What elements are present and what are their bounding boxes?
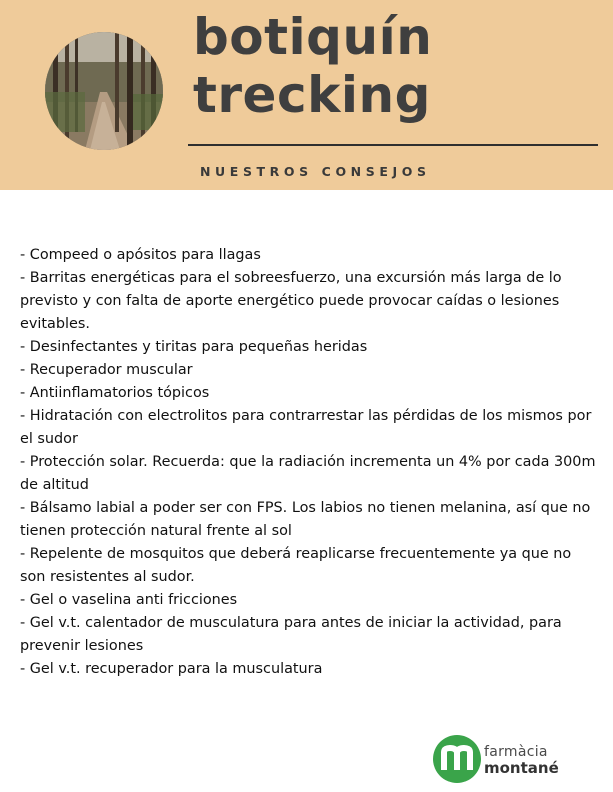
list-item: - Compeed o apósitos para llagas	[20, 247, 261, 263]
list-item: - Desinfectantes y tiritas para pequeñas heridas	[20, 339, 368, 355]
list-item: - Gel v.t. recuperador para la musculatura	[20, 661, 323, 677]
pharmacy-logo	[432, 734, 602, 784]
list-item: - Barritas energéticas para el sobreesfuerzo, una excursión más larga de lo previsto y con falta de aporte energético puede provocar caídas o lesiones evitables.	[20, 270, 562, 332]
forest-photo-illustration	[45, 32, 163, 150]
logo-text-montane: montané	[484, 759, 559, 777]
list-item: - Gel o vaselina anti fricciones	[20, 592, 238, 608]
list-item: - Hidratación con electrolitos para contrarrestar las pérdidas de los mismos por el sudor	[20, 408, 592, 447]
list-item: - Antiinflamatorios tópicos	[20, 385, 210, 401]
title-line-1: botiquín	[193, 8, 433, 66]
page-title	[193, 8, 432, 124]
pharmacy-logo-icon	[432, 734, 482, 784]
title-divider	[188, 144, 598, 146]
list-item: - Protección solar. Recuerda: que la radiación incrementa un 4% por cada 300m de altitud	[20, 454, 596, 493]
tips-list	[20, 244, 600, 681]
title-line-2: trecking	[193, 66, 431, 124]
forest-trail-photo	[45, 32, 163, 150]
header-banner	[0, 0, 613, 190]
logo-text-farmacia: farmàcia	[484, 744, 548, 760]
list-item: - Recuperador muscular	[20, 362, 193, 378]
subtitle: NUESTROS CONSEJOS	[200, 164, 431, 179]
list-item: - Bálsamo labial a poder ser con FPS. Los labios no tienen melanina, así que no tienen protección natural frente al sol	[20, 500, 591, 539]
list-item: - Repelente de mosquitos que deberá reaplicarse frecuentemente ya que no son resistentes al sudor.	[20, 546, 572, 585]
list-item: - Gel v.t. calentador de musculatura para antes de iniciar la actividad, para prevenir lesiones	[20, 615, 562, 654]
